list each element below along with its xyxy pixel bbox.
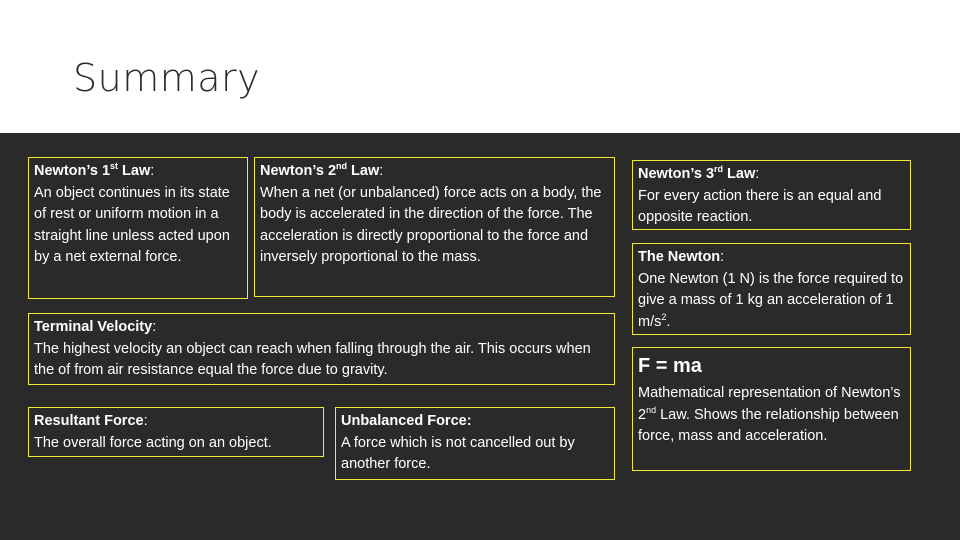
resultant-force-title: Resultant Force	[34, 413, 144, 429]
newton-unit-title: The Newton	[638, 249, 721, 265]
resultant-force-heading: Resultant Force:	[34, 413, 148, 429]
newton-unit-text: One Newton (1 N) is the force required to give a mass of 1 kg an acceleration of 1 $m/s^2$.	[638, 270, 904, 330]
unbalanced-force-box	[335, 407, 615, 480]
terminal-velocity-title: Terminal Velocity	[34, 319, 153, 335]
resultant-force-text: The overall force acting on an object.	[34, 434, 272, 451]
formula-equation: F = ma	[638, 355, 702, 377]
newton-unit-heading: The Newton:	[638, 249, 725, 265]
resultant-force-box	[28, 407, 324, 457]
first-law-box	[28, 157, 248, 299]
second-law-text: When a net (or unbalanced) force acts on a body, the body is accelerated in the direction of the force. The acceleration is directly proportional to the force and inversely proportional to the mass.	[260, 184, 602, 265]
third-law-text: For every action there is an equal and opposite reaction.	[638, 187, 882, 225]
slide-title: Summary	[73, 56, 261, 100]
first-law-text: An object continues in its state of rest or uniform motion in a straight line unless acted upon by a net external force.	[34, 184, 230, 265]
newton-unit-box	[632, 243, 911, 335]
third-law-heading: Newton’s 3rd Law:	[638, 164, 760, 182]
third-law-box	[632, 160, 911, 230]
second-law-box	[254, 157, 615, 297]
unbalanced-force-title: Unbalanced Force:	[341, 413, 472, 429]
terminal-velocity-text: The highest velocity an object can reach when falling through the air. This occurs when the of from air resistance equal the force due to gravity.	[34, 340, 591, 378]
formula-text: Mathematical representation of Newton’s 2nd Law. Shows the relationship between force, mass and acceleration.	[638, 385, 901, 444]
third-law-title: Newton’s 3rd Law	[638, 164, 756, 182]
formula-box	[632, 347, 911, 471]
first-law-heading: Newton’s 1st Law:	[34, 161, 155, 179]
terminal-velocity-heading: Terminal Velocity:	[34, 319, 157, 335]
unbalanced-force-text: A force which is not cancelled out by another force.	[341, 434, 575, 472]
second-law-title: Newton’s 2nd Law	[260, 161, 380, 179]
terminal-velocity-box	[28, 313, 615, 385]
second-law-heading: Newton’s 2nd Law:	[260, 161, 384, 179]
first-law-title: Newton’s 1st Law	[34, 161, 151, 179]
